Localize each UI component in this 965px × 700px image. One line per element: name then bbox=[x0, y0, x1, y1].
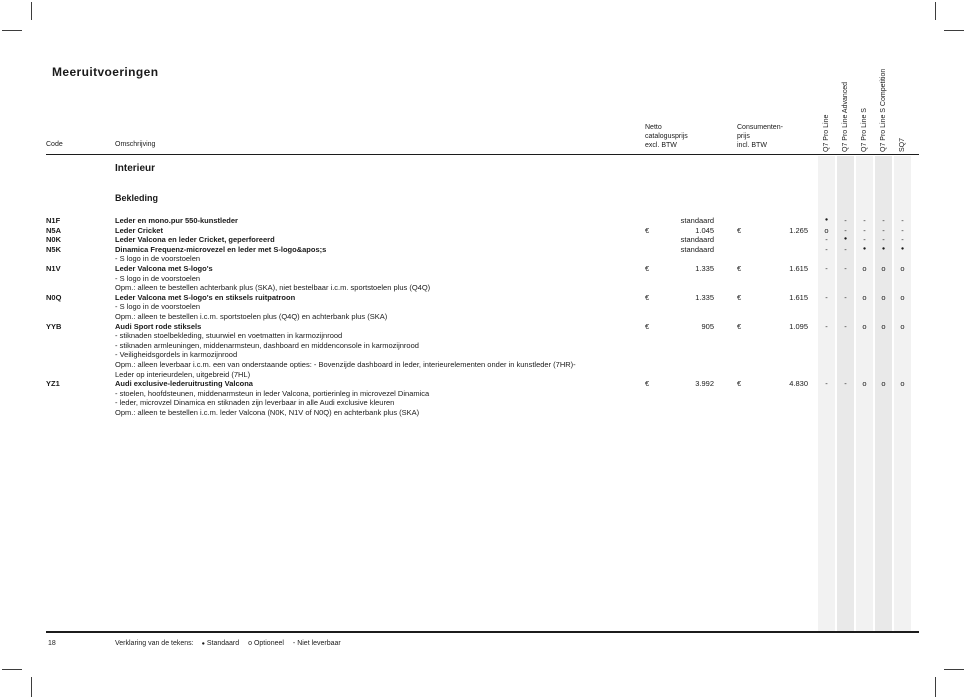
table-row bbox=[0, 379, 965, 417]
page-number: 18 bbox=[48, 640, 56, 647]
option-title: Leder Valcona met S-logo's bbox=[115, 263, 213, 273]
availability-marker-optional: o bbox=[881, 292, 886, 302]
trim-column-label: Q7 Pro Line Advanced bbox=[842, 81, 849, 152]
consumer-price bbox=[737, 264, 808, 274]
option-code: YZ1 bbox=[46, 379, 60, 389]
option-detail-line: Opm.: alleen leverbaar i.c.m. een van onderstaande opties: - Bovenzijde dashboard in leder, interieurelementen onder in kunstleder (7HR)- bbox=[115, 359, 576, 369]
option-code: N1F bbox=[46, 216, 61, 225]
currency-symbol: € bbox=[737, 225, 742, 235]
availability-marker-na: - bbox=[901, 225, 904, 235]
availability-marker-na: - bbox=[825, 263, 828, 273]
availability-marker-na: - bbox=[844, 263, 847, 273]
currency-symbol: € bbox=[737, 321, 742, 331]
option-title: Leder en mono.pur 550-kunstleder bbox=[115, 216, 238, 225]
availability-marker-na: - bbox=[825, 235, 828, 245]
consumer-price-value: 1.615 bbox=[789, 292, 808, 302]
option-title: Leder Valcona met S-logo's en stiksels ruitpatroon bbox=[115, 292, 296, 302]
subsection-title: Bekleding bbox=[115, 193, 159, 203]
circle-marker-icon: o bbox=[248, 640, 253, 647]
option-code: N5K bbox=[46, 244, 62, 254]
netto-header-line: catalogusprijs bbox=[645, 133, 688, 140]
page-title: Meeruitvoeringen bbox=[52, 65, 159, 79]
netto-price-value: 1.335 bbox=[695, 263, 714, 273]
availability-marker-standard: ● bbox=[843, 236, 848, 243]
netto-price-value: 1.335 bbox=[695, 292, 714, 302]
currency-symbol: € bbox=[645, 263, 650, 273]
availability-marker-na: - bbox=[882, 235, 885, 245]
table-row bbox=[0, 216, 965, 226]
option-code: N5A bbox=[46, 225, 62, 235]
consumer-price-value: 4.830 bbox=[789, 379, 808, 389]
availability-marker-na: - bbox=[825, 379, 828, 389]
option-description bbox=[115, 235, 641, 245]
legend-item-label: Niet leverbaar bbox=[297, 640, 341, 647]
option-detail-line: Leder op interieurdelen, uitgebreid (7HL) bbox=[115, 369, 251, 379]
crop-mark bbox=[31, 2, 32, 20]
consumer-header-line: incl. BTW bbox=[737, 142, 767, 149]
availability-marker-na: - bbox=[863, 235, 866, 245]
availability-marker-na: - bbox=[863, 225, 866, 235]
availability-marker-optional: o bbox=[881, 379, 886, 389]
currency-symbol: € bbox=[737, 379, 742, 389]
availability-marker-optional: o bbox=[900, 321, 905, 331]
trim-column-label: Q7 Pro Line bbox=[823, 114, 830, 152]
currency-symbol: € bbox=[645, 321, 650, 331]
option-title: Audi Sport rode stiksels bbox=[115, 321, 202, 331]
consumer-header-line: prijs bbox=[737, 133, 750, 140]
netto-price-value: 905 bbox=[701, 321, 714, 331]
netto-price bbox=[645, 293, 714, 303]
currency-symbol: € bbox=[645, 379, 650, 389]
option-detail-line: Opm.: alleen te bestellen i.c.m. sportstoelen plus (Q4Q) en achterbank plus (SKA) bbox=[115, 311, 388, 321]
availability-marker-na: - bbox=[882, 216, 885, 225]
availability-marker-optional: o bbox=[862, 321, 867, 331]
crop-mark bbox=[935, 677, 936, 697]
option-detail-line: - stoelen, hoofdsteunen, middenarmsteun in leder Valcona, portierinleg in microvezel Dinamica bbox=[115, 388, 430, 398]
crop-mark bbox=[31, 677, 32, 697]
trim-column-label: Q7 Pro Line S Competition bbox=[880, 68, 887, 152]
availability-marker-optional: o bbox=[900, 292, 905, 302]
availability-marker-na: - bbox=[844, 244, 847, 254]
availability-marker-na: - bbox=[825, 244, 828, 254]
option-title: Leder Valcona en leder Cricket, geperforeerd bbox=[115, 235, 275, 245]
option-title: Dinamica Frequenz-microvezel en leder met S-logo&apos;s bbox=[115, 244, 327, 254]
availability-marker-na: - bbox=[844, 292, 847, 302]
option-description bbox=[115, 322, 641, 380]
legend-item-label: Standaard bbox=[206, 640, 240, 647]
option-detail-line: - S logo in de voorstoelen bbox=[115, 273, 201, 283]
crop-mark bbox=[935, 2, 936, 20]
option-detail-line: - stiknaden armleuningen, middenarmsteun, dashboard en middenconsole in karmozijnrood bbox=[115, 340, 419, 350]
availability-marker-na: - bbox=[863, 216, 866, 225]
consumer-price-value: 1.095 bbox=[789, 321, 808, 331]
option-detail-line: - stiknaden stoelbekleding, stuurwiel en voetmatten in karmozijnrood bbox=[115, 331, 343, 341]
legend-label: Verklaring van de tekens: bbox=[115, 640, 194, 647]
symbol-legend bbox=[115, 640, 348, 647]
consumer-header-line: Consumenten- bbox=[737, 124, 783, 131]
option-code: YYB bbox=[46, 321, 62, 331]
currency-symbol: € bbox=[737, 263, 742, 273]
table-row bbox=[0, 293, 965, 322]
description-column-header: Omschrijving bbox=[115, 141, 156, 148]
availability-marker-standard: ● bbox=[824, 217, 829, 223]
price-standard-label: standaard bbox=[680, 216, 714, 225]
option-code: N1V bbox=[46, 263, 61, 273]
legend-item-not-available bbox=[293, 640, 341, 647]
footer-rule bbox=[46, 631, 919, 633]
availability-marker-na: - bbox=[901, 216, 904, 225]
option-description bbox=[115, 245, 641, 264]
trim-column-label: SQ7 bbox=[899, 137, 906, 152]
option-detail-line: - S logo in de voorstoelen bbox=[115, 302, 201, 312]
availability-marker-na: - bbox=[825, 321, 828, 331]
crop-mark bbox=[944, 30, 964, 31]
crop-mark bbox=[2, 30, 22, 31]
option-title: Audi exclusive-lederuitrusting Valcona bbox=[115, 379, 253, 389]
availability-marker-na: - bbox=[882, 225, 885, 235]
option-code: N0Q bbox=[46, 292, 62, 302]
netto-price bbox=[645, 379, 714, 389]
table-row bbox=[0, 245, 965, 264]
availability-marker-optional: o bbox=[862, 379, 867, 389]
section-title: Interieur bbox=[115, 163, 156, 174]
availability-marker-optional: o bbox=[862, 292, 867, 302]
consumer-price bbox=[737, 322, 808, 332]
availability-marker-optional: o bbox=[900, 379, 905, 389]
availability-marker-standard: ● bbox=[862, 245, 867, 252]
price-standard-label: standaard bbox=[680, 244, 714, 254]
availability-marker-optional: o bbox=[881, 321, 886, 331]
availability-marker-na: - bbox=[844, 216, 847, 225]
option-description bbox=[115, 293, 641, 322]
option-description bbox=[115, 226, 641, 236]
consumer-price-value: 1.615 bbox=[789, 263, 808, 273]
consumer-price bbox=[737, 293, 808, 303]
table-row bbox=[0, 235, 965, 245]
netto-price-column-header bbox=[645, 123, 688, 150]
netto-price bbox=[645, 226, 714, 236]
option-rows bbox=[0, 216, 965, 417]
option-detail-line: Opm.: alleen te bestellen achterbank plus (SKA), niet bestelbaar i.c.m. sportstoelen plus (Q4Q) bbox=[115, 283, 431, 293]
dash-marker-icon: - bbox=[292, 640, 296, 647]
table-row bbox=[0, 322, 965, 380]
table-row bbox=[0, 226, 965, 236]
availability-marker-na: - bbox=[844, 321, 847, 331]
currency-symbol: € bbox=[645, 225, 650, 235]
netto-price-value: 1.045 bbox=[695, 225, 714, 235]
option-detail-line: - Veiligheidsgordels in karmozijnrood bbox=[115, 350, 238, 360]
crop-mark bbox=[944, 669, 964, 670]
consumer-price-column-header bbox=[737, 123, 783, 150]
consumer-price-value: 1.265 bbox=[789, 225, 808, 235]
availability-marker-standard: ● bbox=[900, 245, 905, 252]
code-column-header: Code bbox=[46, 141, 63, 148]
currency-symbol: € bbox=[737, 292, 742, 302]
option-code: N0K bbox=[46, 235, 62, 245]
trim-column-label: Q7 Pro Line S bbox=[861, 108, 868, 152]
option-description bbox=[115, 264, 641, 293]
availability-marker-standard: ● bbox=[881, 245, 886, 252]
option-title: Leder Cricket bbox=[115, 225, 163, 235]
option-detail-line: Opm.: alleen te bestellen i.c.m. leder Valcona (N0K, N1V of N0Q) en achterbank plus (SKA) bbox=[115, 407, 420, 417]
currency-symbol: € bbox=[645, 292, 650, 302]
legend-item-standard bbox=[202, 640, 240, 647]
table-row bbox=[0, 264, 965, 293]
consumer-price bbox=[737, 379, 808, 389]
netto-price bbox=[645, 264, 714, 274]
table-header-rule bbox=[46, 154, 919, 155]
legend-item-label: Optioneel bbox=[253, 640, 284, 647]
option-detail-line: - S logo in de voorstoelen bbox=[115, 254, 201, 264]
netto-header-line: Netto bbox=[645, 124, 662, 131]
availability-marker-optional: o bbox=[881, 263, 886, 273]
legend-item-optional bbox=[248, 640, 284, 647]
crop-mark bbox=[2, 669, 22, 670]
netto-header-line: excl. BTW bbox=[645, 142, 677, 149]
price-standard-label: standaard bbox=[680, 235, 714, 245]
availability-marker-na: - bbox=[825, 292, 828, 302]
option-detail-line: - leder, microvzel Dinamica en stiknaden zijn leverbaar in alle Audi exclusive kleuren bbox=[115, 398, 395, 408]
availability-marker-optional: o bbox=[824, 225, 829, 235]
filled-dot-icon: ● bbox=[201, 641, 205, 647]
consumer-price bbox=[737, 226, 808, 236]
availability-marker-na: - bbox=[844, 225, 847, 235]
option-description bbox=[115, 216, 641, 226]
availability-marker-na: - bbox=[901, 235, 904, 245]
availability-marker-na: - bbox=[844, 379, 847, 389]
netto-price-value: 3.992 bbox=[695, 379, 714, 389]
availability-marker-optional: o bbox=[900, 263, 905, 273]
netto-price bbox=[645, 322, 714, 332]
option-description bbox=[115, 379, 641, 417]
availability-marker-optional: o bbox=[862, 263, 867, 273]
